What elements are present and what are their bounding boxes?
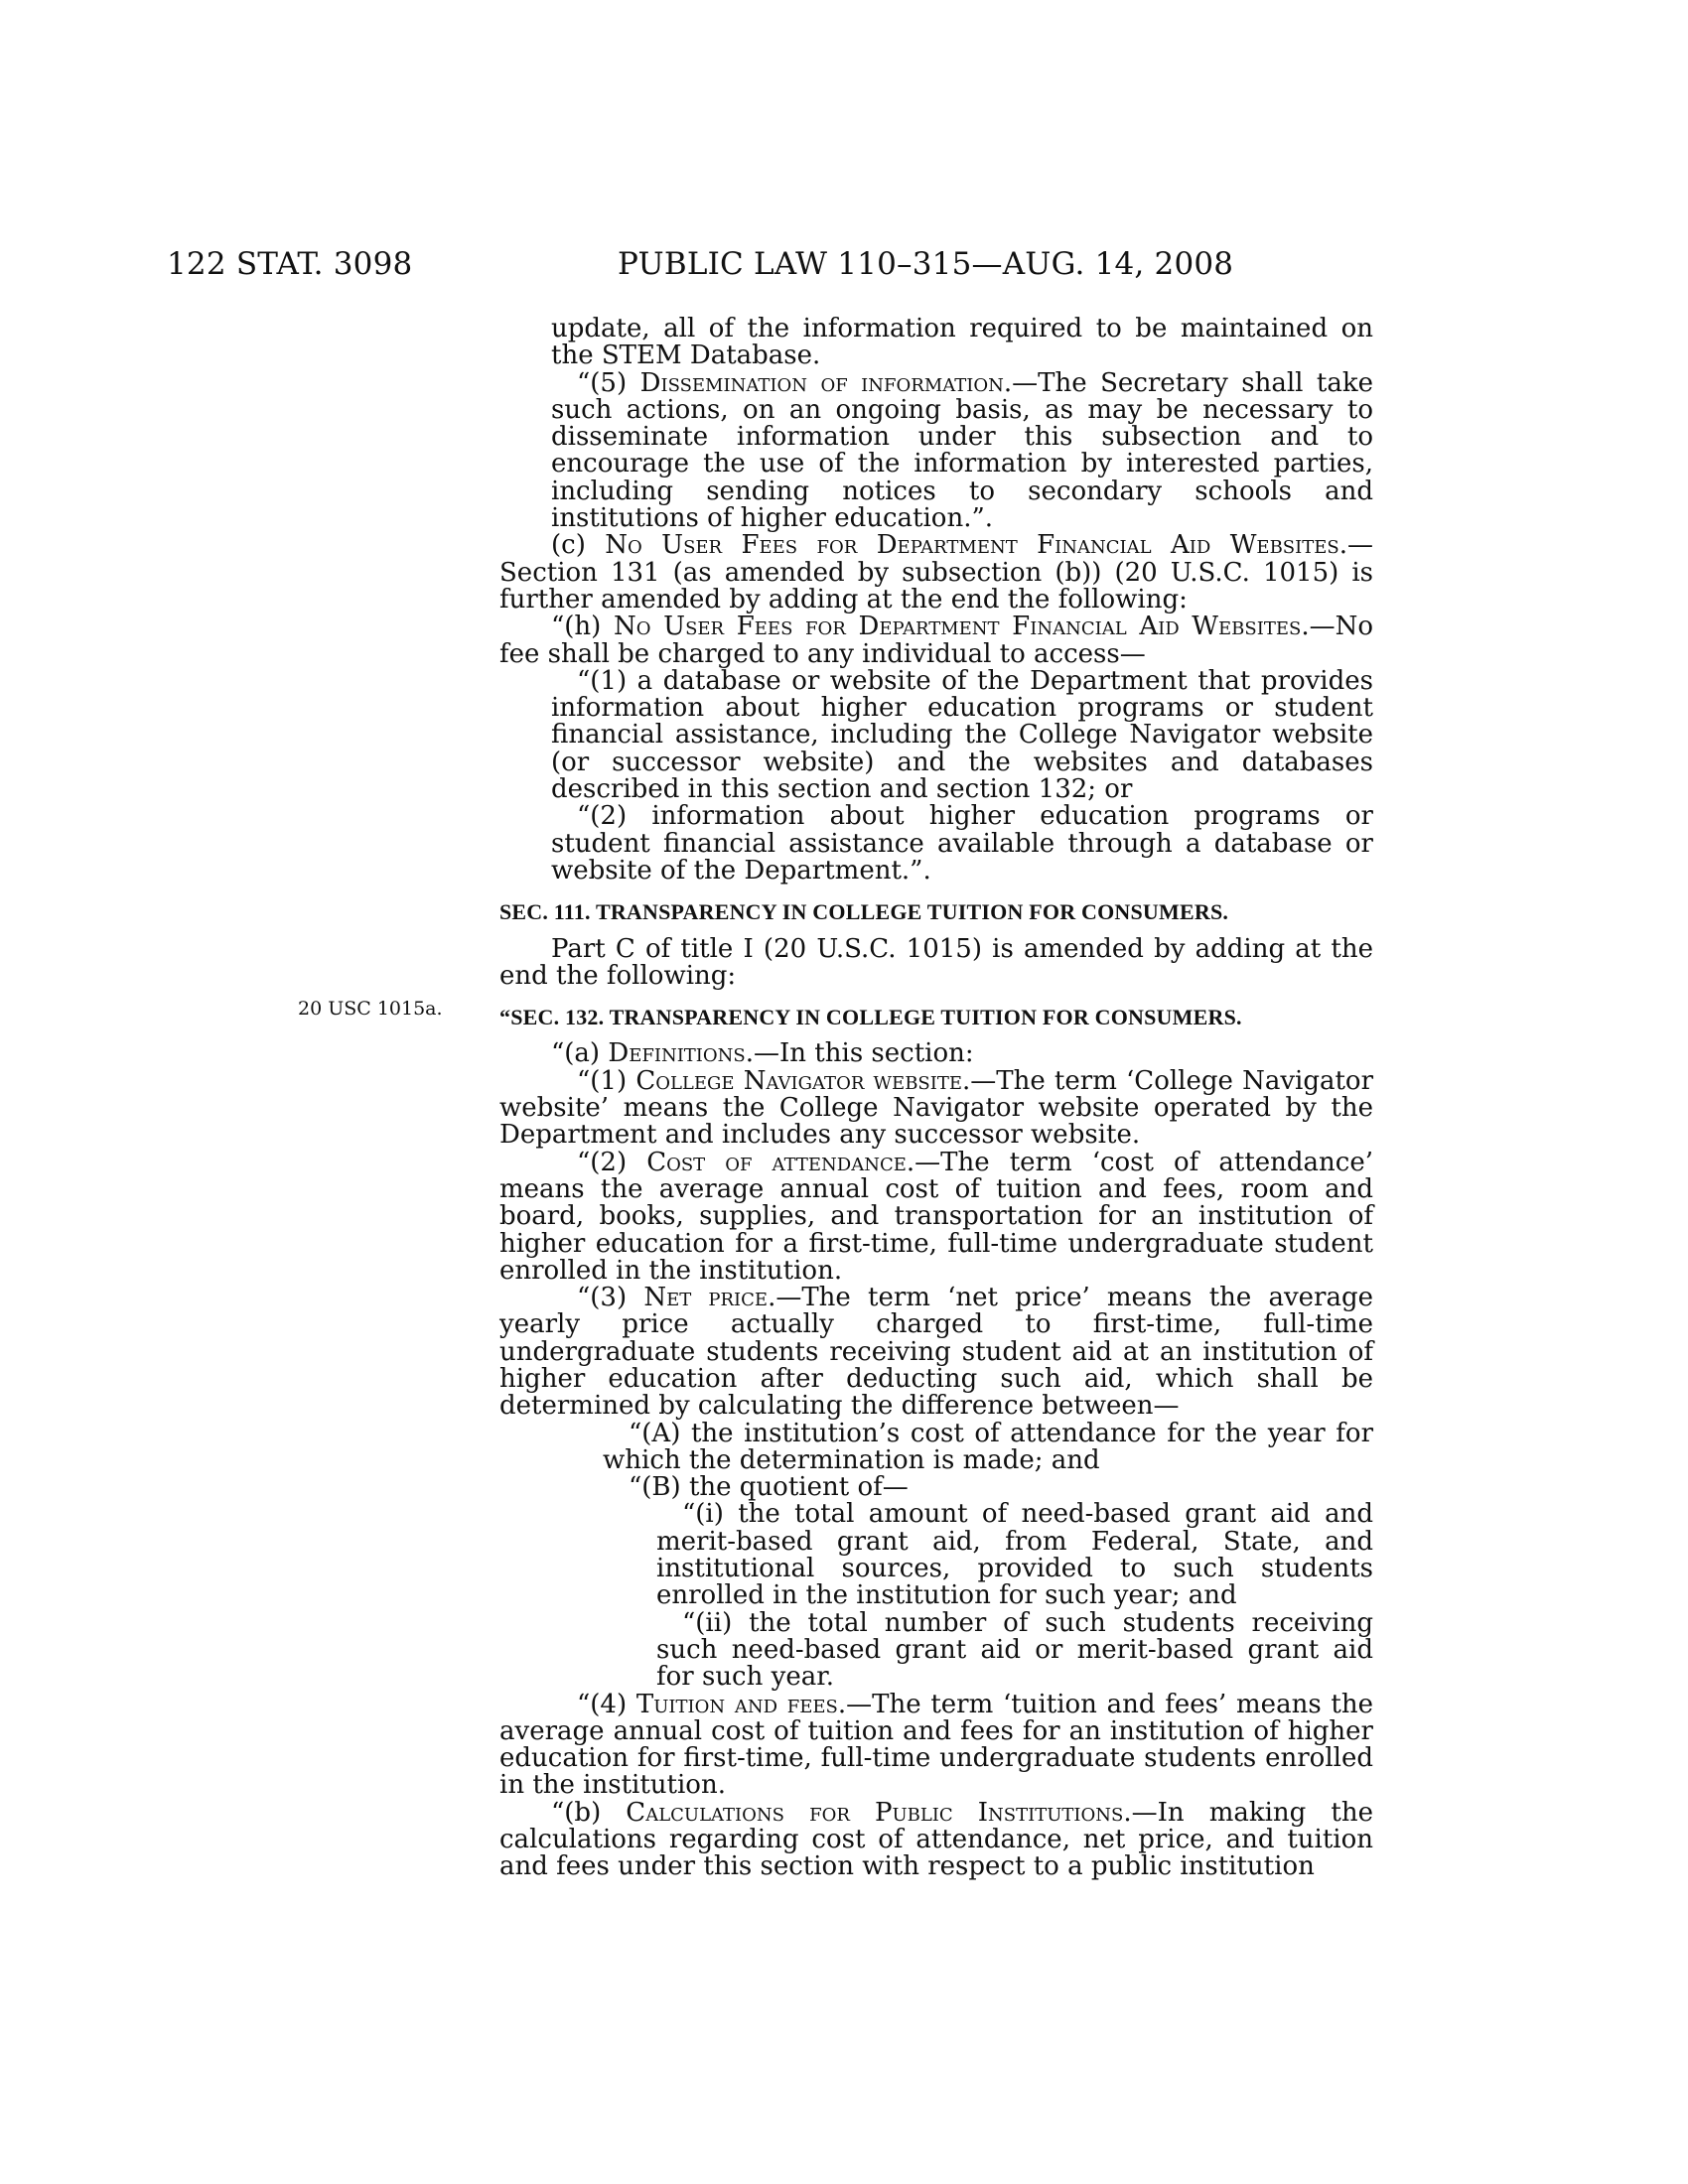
running-header-law: PUBLIC LAW 110–315—AUG. 14, 2008 bbox=[618, 246, 1234, 282]
paragraph-lead: “(4) bbox=[577, 1689, 636, 1719]
paragraph-text: .—The Secretary shall take such actions, on an ongoing basis, as may be necessary to disseminate information under this subsection and to encourage the use of the information by interested parties, including sending notices to secondary schools and institutions of higher education.”. bbox=[551, 367, 1374, 534]
section-heading: “SEC. 132. TRANSPARENCY IN COLLEGE TUITION FOR CONSUMERS. bbox=[499, 1005, 1242, 1030]
paragraph-heading: No User Fees for Department Financial Aid Websites bbox=[613, 612, 1302, 642]
paragraph-lead: “(1) bbox=[577, 1065, 636, 1096]
paragraph-heading: No User Fees for Department Financial Aid Websites bbox=[605, 530, 1339, 561]
paragraph bbox=[499, 1797, 1373, 1882]
paragraph-lead: “(a) bbox=[551, 1038, 609, 1069]
paragraph: “(2) information about higher education programs or student financial assistance available through a database or website of the Department.”. bbox=[551, 801, 1373, 886]
paragraph: Part C of title I (20 U.S.C. 1015) is amended by adding at the end the following: bbox=[499, 933, 1373, 991]
paragraph: “(i) the total amount of need-based grant aid and merit-based grant aid, from Federal, State, and institutional sources, provided to such students enrolled in the institution for such year; and bbox=[656, 1499, 1373, 1611]
paragraph-text: .—The term ‘net price’ means the average yearly price actually charged to first-time, full-time undergraduate students receiving student aid at an institution of higher education after deducting such aid, which shall be determined by calculating the difference between— bbox=[499, 1283, 1373, 1422]
paragraph: “(1) a database or website of the Department that provides information about higher education programs or student financial assistance, including the College Navigator website (or successor website) and the websites and databases described in this section and section 132; or bbox=[551, 665, 1373, 805]
paragraph-text: .—In making the calculations regarding cost of attendance, net price, and tuition and fees under this section with respect to a public institution bbox=[499, 1797, 1373, 1882]
paragraph-lead: “(5) bbox=[577, 367, 640, 398]
paragraph: update, all of the information required to be maintained on the STEM Database. bbox=[551, 314, 1373, 371]
paragraph-heading: Net price bbox=[643, 1283, 769, 1313]
paragraph: “(B) the quotient of— bbox=[629, 1472, 909, 1503]
paragraph: “(ii) the total number of such students receiving such need-based grant aid or merit-based grant aid for such year. bbox=[656, 1607, 1373, 1693]
paragraph bbox=[499, 1689, 1373, 1801]
paragraph-heading: Dissemination of information bbox=[639, 367, 1004, 398]
paragraph-heading: Definitions bbox=[608, 1038, 746, 1069]
paragraph-lead: “(3) bbox=[577, 1283, 644, 1313]
margin-note: 20 USC 1015a. bbox=[298, 998, 443, 1020]
paragraph-lead: “(h) bbox=[551, 612, 614, 642]
paragraph-heading: Calculations for Public Institutions bbox=[626, 1797, 1124, 1828]
paragraph-text: .—In this section: bbox=[745, 1038, 974, 1069]
paragraph-text: .—No fee shall be charged to any individual to access— bbox=[499, 612, 1373, 669]
paragraph-text: .—The term ‘College Navigator website’ means the College Navigator website operated by the Department and includes any successor website. bbox=[499, 1065, 1373, 1151]
paragraph-heading: Cost of attendance bbox=[646, 1147, 907, 1177]
paragraph: “(A) the institution’s cost of attendance for the year for which the determination is made; and bbox=[603, 1418, 1373, 1475]
paragraph bbox=[499, 1040, 1373, 1067]
paragraph-lead: (c) bbox=[551, 530, 606, 561]
running-header-stat: 122 STAT. 3098 bbox=[167, 246, 413, 282]
paragraph bbox=[499, 614, 1373, 668]
paragraph-lead: “(b) bbox=[551, 1797, 627, 1828]
paragraph-heading: Tuition and fees bbox=[635, 1689, 838, 1719]
paragraph-text: .—The term ‘tuition and fees’ means the average annual cost of tuition and fees for an institution of higher education for first-time, full-time undergraduate students enrolled in the institution. bbox=[499, 1689, 1373, 1801]
paragraph bbox=[499, 367, 1374, 534]
paragraph-text: .— Section 131 (as amended by subsection (b)) (20 U.S.C. 1015) is further amended by adding at the end the following: bbox=[499, 530, 1373, 614]
paragraph-heading: College Navigator website bbox=[635, 1065, 963, 1096]
paragraph bbox=[499, 532, 1373, 614]
paragraph-text: .—The term ‘cost of attendance’ means the average annual cost of tuition and fees, room and board, books, supplies, and transportation for an institution of higher education for a first-time, full-time undergraduate student enrolled in the institution. bbox=[499, 1147, 1373, 1286]
paragraph bbox=[499, 1285, 1373, 1420]
paragraph bbox=[499, 1147, 1373, 1286]
paragraph-lead: “(2) bbox=[577, 1147, 647, 1177]
paragraph bbox=[499, 1065, 1373, 1151]
section-heading: SEC. 111. TRANSPARENCY IN COLLEGE TUITION FOR CONSUMERS. bbox=[499, 899, 1229, 925]
document-body bbox=[499, 316, 1373, 1881]
